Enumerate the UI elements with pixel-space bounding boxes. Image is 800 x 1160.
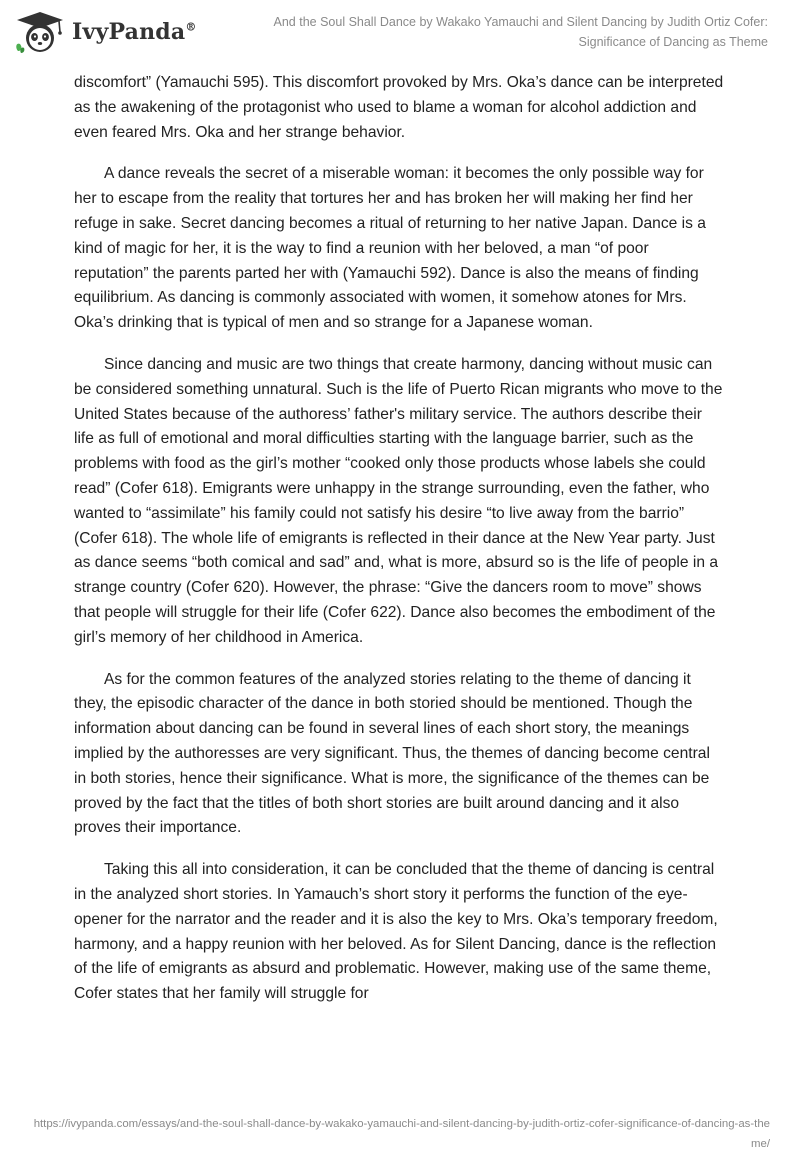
brand-logo[interactable] [14, 10, 197, 54]
paragraph-3: Since dancing and music are two things that create harmony, dancing without music can be considered something unnatural. Such is the life of Puerto Rican migrants who move to the United States because of the authoress’ father's military service. The authors describe their life as full of emotional and moral difficulties starting with the language barrier, such as the problems with food as the girl’s mother “cooked only those products whose labels she could read” (Cofer 618). Emigrants were unhappy in the strange surrounding, even the father, who wanted to “assimilate” his family could not satisfy his desire “to live away from the barrio” (Cofer 618). The whole life of emigrants is reflected in their dance at the New Year party. Just as dance seems “both comical and sad” and, what is more, absurd so is the life of people in a strange country (Cofer 620). However, the phrase: “Give the dancers room to move” shows that people will struggle for their life (Cofer 622). Dance also becomes the embodiment of the girl’s memory of her childhood in America. [74, 355, 723, 646]
ivypanda-logo-icon [14, 10, 66, 54]
page-header [0, 0, 800, 66]
document-title-line-2: Significance of Dancing as Theme [578, 35, 768, 49]
paragraph-1: discomfort” (Yamauchi 595). This discomfort provoked by Mrs. Oka’s dance can be interpreted as the awakening of the protagonist who used to blame a woman for alcohol addiction and even feared Mrs. Oka and her strange behavior. [74, 74, 724, 141]
registered-mark: ® [185, 20, 197, 34]
document-title-line-1: And the Soul Shall Dance by Wakako Yamauchi and Silent Dancing by Judith Ortiz Cofer: [273, 15, 768, 29]
document-title [248, 12, 768, 52]
paragraph-2: A dance reveals the secret of a miserable woman: it becomes the only possible way for her to escape from the reality that tortures her and has broken her will making her find her refuge in sake. Secret dancing becomes a ritual of returning to her native Japan. Dance is a kind of magic for her, it is the way to find a reunion with her beloved, a man “of poor reputation” the parents parted her with (Yamauchi 592). Dance is also the means of finding equilibrium. As dancing is commonly associated with women, it somehow atones for Mrs. Oka’s drinking that is typical of men and so strange for a Japanese woman. [74, 165, 706, 332]
source-url[interactable]: https://ivypanda.com/essays/and-the-soul-shall-dance-by-wakako-yamauchi-and-silent-dancing-by-judith-ortiz-cofer-significance-of-dancing-as-theme/ [33, 1118, 770, 1150]
paragraph-5: Taking this all into consideration, it can be concluded that the theme of dancing is central in the analyzed short stories. In Yamauch’s short story it performs the function of the eye-opener for the narrator and the reader and it is also the key to Mrs. Oka’s temporary freedom, harmony, and a happy reunion with her beloved. As for Silent Dancing, dance is the reflection of the life of emigrants as absurd and problematic. However, making use of the same theme, Cofer states that her family will struggle for [74, 861, 718, 1003]
essay-body [74, 71, 726, 1024]
paragraph-4: As for the common features of the analyzed stories relating to the theme of dancing it they, the episodic character of the dance in both storied should be mentioned. Though the information about dancing can be found in several lines of each short story, the meanings implied by the authoresses are very significant. Thus, the themes of dancing become central in both stories, hence their significance. What is more, the significance of the themes can be proved by the fact that the titles of both short stories are built around dancing and it also proves their importance. [74, 670, 710, 837]
brand-name: IvyPanda® [72, 19, 197, 45]
